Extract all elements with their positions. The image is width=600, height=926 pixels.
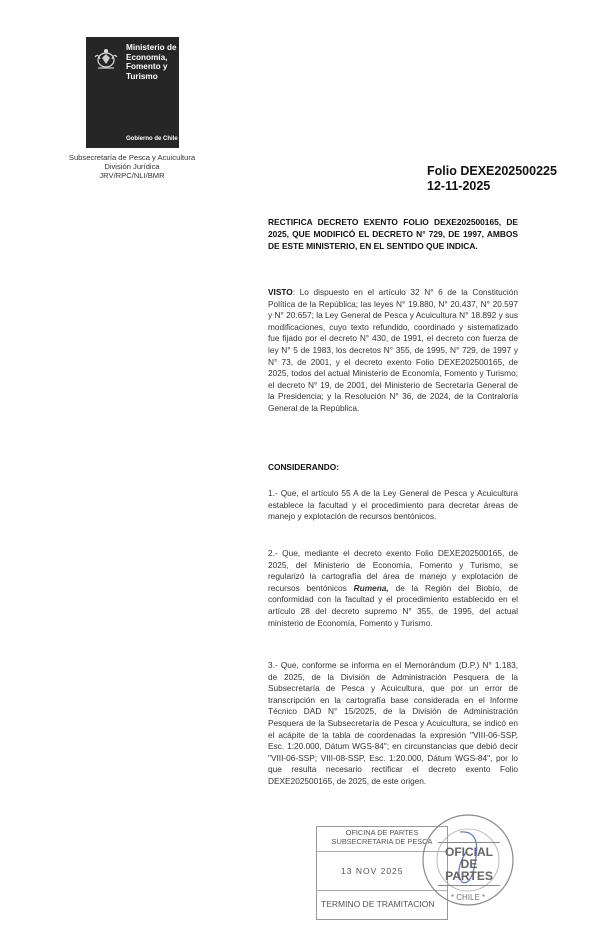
folio-block [427,164,557,194]
considerando-text: de la Región del Biobío, de conformidad con la facultad y el procedimiento establecido en el artículo 28 del decreto supremo N° 355, de 1995, del actual ministerio de Economía, Fomento y Turismo. [268,582,518,628]
stamp-date: 13 NOV 2025 [317,852,447,891]
ministry-line: Fomento y [126,62,168,72]
division-label: División Jurídica [104,162,160,172]
considerando-heading: CONSIDERANDO: [268,462,339,472]
stamp-subsecretaria: SUBSECRETARIA DE PESCA [331,836,433,846]
ministry-line: Turismo [126,71,158,81]
considerando-item-1: 1.- Que, el artículo 55 A de la Ley General de Pesca y Acuicultura establece la facultad y el procedimiento para decretar áreas de manejo y explotación de recursos bentónicos. [268,488,518,522]
stamp-office: OFICINA DE PARTES [345,828,419,837]
chile-coat-of-arms-icon [92,45,120,73]
seal-center [438,842,500,886]
visto-label: VISTO [268,287,293,297]
considerando-item-2 [268,548,518,629]
visto-paragraph [268,287,518,415]
stamp-footer: TERMINO DE TRAMITACION [321,899,435,909]
initials-label: JRV/RPC/NLI/BMR [99,171,165,181]
folio-number: Folio DEXE202500225 [427,164,557,178]
official-seal [420,812,516,908]
ministry-line: Ministerio de [126,43,177,52]
ministry-name [126,43,177,81]
considerando-text: 2.- Que, mediante el decreto exento Folio DEXE202500165, de 2025, del Ministerio de Economía, Fomento y Turismo, se regularizó la cartografía del área de manejo y explotación de recursos bentónicos [268,548,518,593]
seal-line: OFICIAL [445,845,493,859]
folio-date: 12-11-2025 [427,179,491,193]
document-title: RECTIFICA DECRETO EXENTO FOLIO DEXE202500165, DE 2025, QUE MODIFICÓ EL DECRETO N° 729, DE 1997, AMBOS DE ESTE MINISTERIO, EN EL SENTIDO QUE INDICA. [268,217,518,252]
ministry-line: Economía, [126,52,168,62]
subsecretaria-label: Subsecretaría de Pesca y Acuicultura [68,153,196,162]
ministry-logo [86,37,179,148]
seal-line: DE PARTES [445,857,493,883]
seal-bottom-text: * CHILE * [450,893,486,902]
visto-text: : Lo dispuesto en el artículo 32 N° 6 de la Constitución Política de la República; las leyes N° 19.880, N° 20.437, N° 20.597 y N° 20.657; la Ley General de Pesca y Acuicultura N° 18.892 y sus modificaciones, cuyo texto refundido, coordinado y sistematizado fue fijado por el decreto N° 430, de 1991, el decreto con fuerza de ley N° 5 de 1983, los decretos N° 355, de 1995, N° 729, de 1997 y N° 73, de 2001, y el decreto exento Folio DEXE202500165, de 2025, todos del actual Ministerio de Economía, Fomento y Turismo; el decreto N° 19, de 2001, del Ministerio de Secretaría General de la Presidencia; y la Resolución N° 36, de 2024, de la Contraloría General de la República. [268,287,518,413]
considerando-item-3: 3.- Que, conforme se informa en el Memorándum (D.P.) N° 1.183, de 2025, de la División de Administración Pesquera de la Subsecretaría de Pesca y Acuicultura, que por un error de transcripción en la cartografía base considerada en el Informe Técnico DAD N° 15/2025, de la División de Administración Pesquera de la Subsecretaría de Pesca y Acuicultura, se indicó en el acápite de la tabla de coordenadas la expresión "VIII-06-SSP, Esc. 1:20.000, Dátum WGS-84"; en circunstancias que debió decir "VIII-06-SSP; VIII-08-SSP, Esc. 1:20.000, Dátum WGS-84", por lo que resulta necesario rectificar el decreto exento Folio DEXE202500165, de 2025, de este origen. [268,660,518,786]
area-name: Rumena, [353,582,389,593]
government-label: Gobierno de Chile [126,136,178,142]
issuing-office [62,153,202,181]
